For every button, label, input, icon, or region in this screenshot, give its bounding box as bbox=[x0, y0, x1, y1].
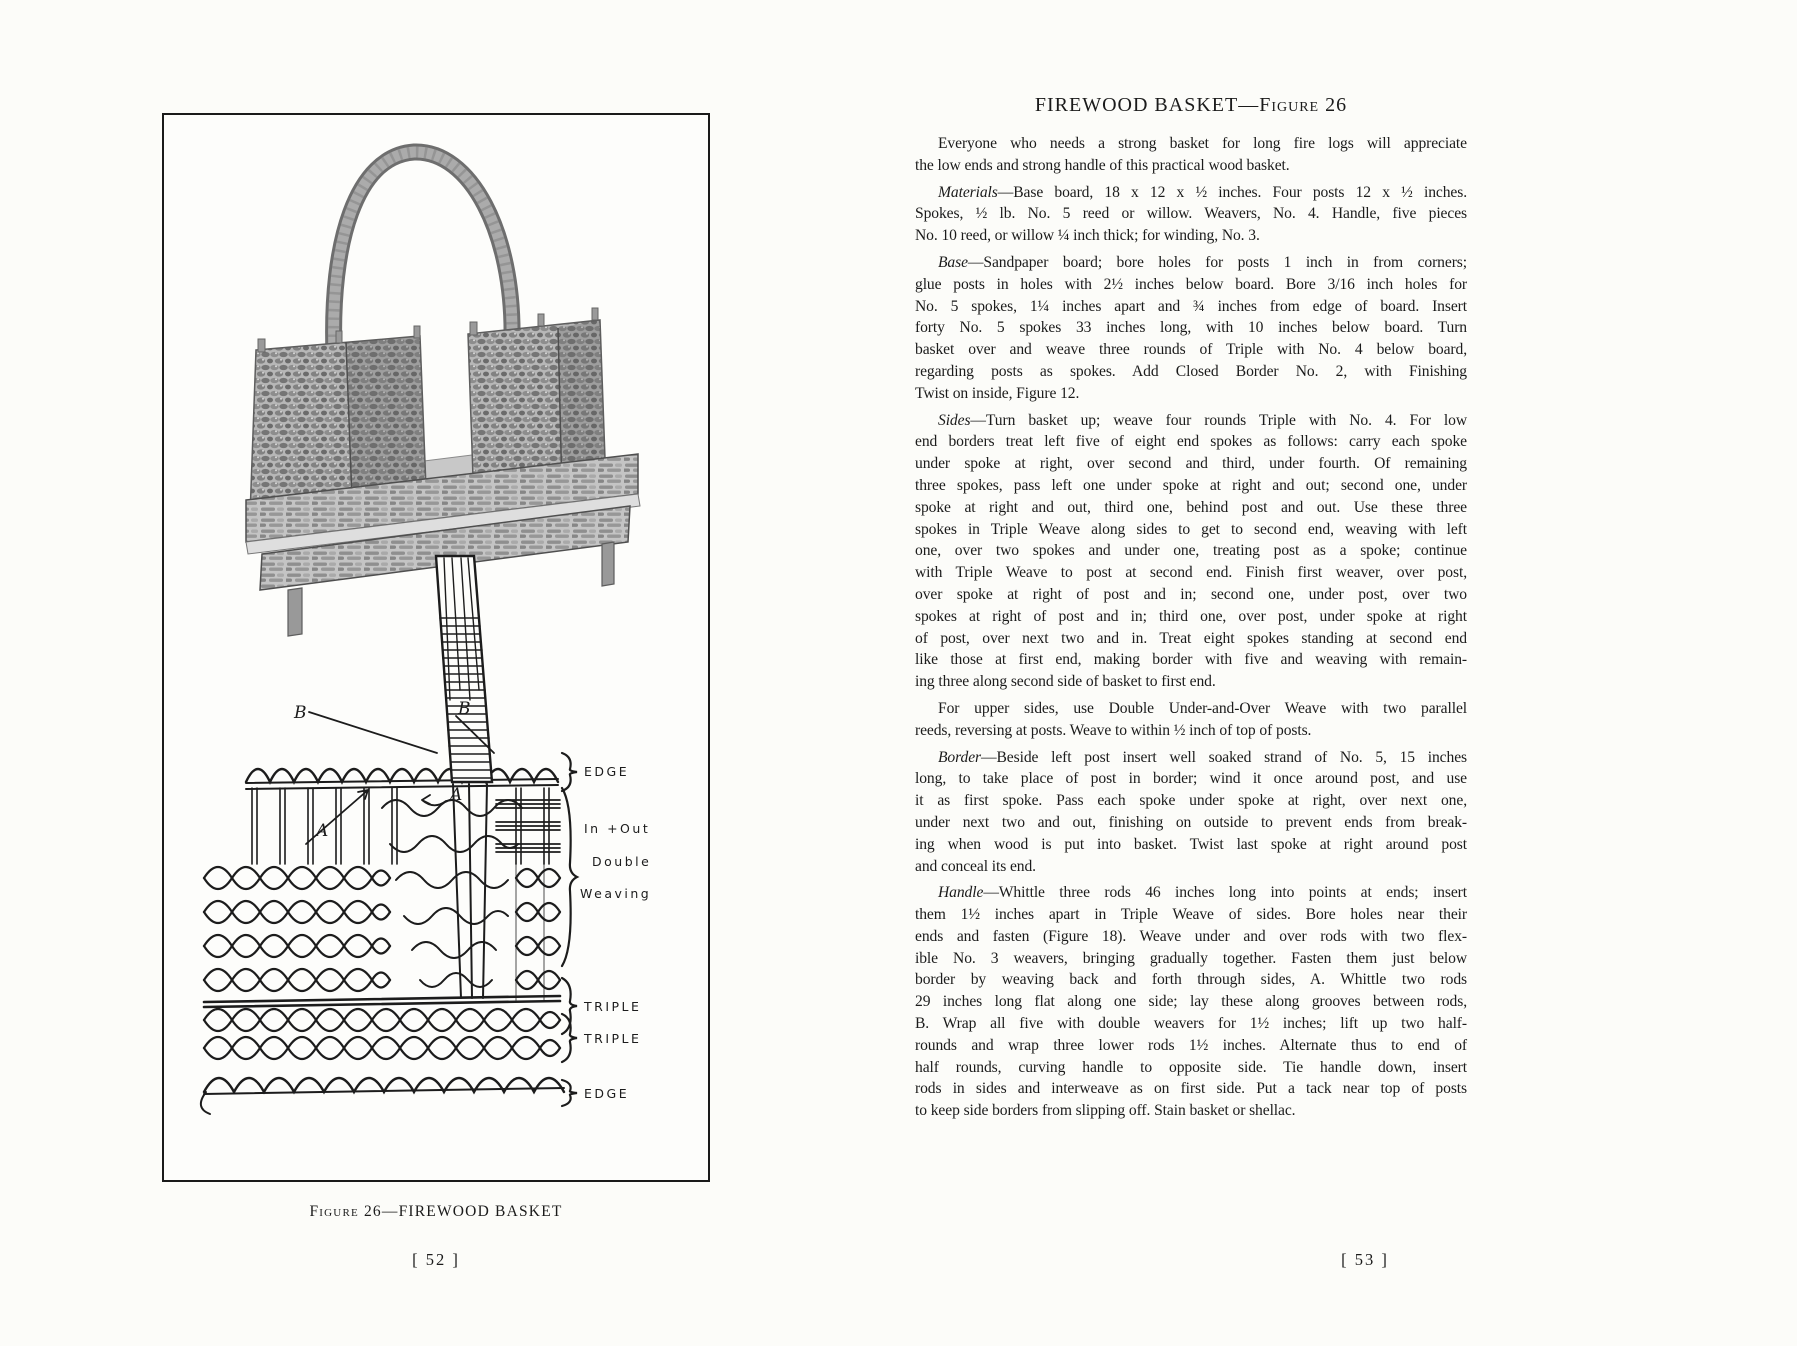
text-line: under spoke at right, over second and third, under fourth. Of remaining bbox=[915, 455, 1467, 473]
paragraph bbox=[915, 693, 1467, 742]
text-line: No. 10 reed, or willow ¼ inch thick; for winding, No. 3. bbox=[915, 227, 1260, 245]
text-line: forty No. 5 spokes 33 inches long, with 10 inches below board. Turn bbox=[915, 319, 1467, 337]
paragraph bbox=[915, 742, 1467, 878]
text-line: spokes at right of post and in; third one, over post, under spoke at right bbox=[915, 607, 1467, 625]
text-line: Handle—Whittle three rods 46 inches long into points at ends; insert bbox=[938, 884, 1467, 902]
label-braces bbox=[562, 753, 577, 1106]
diagram-label-triple-1: TRIPLE bbox=[583, 998, 641, 1014]
text-line: half rounds, curving handle to opposite side. Tie handle down, insert bbox=[915, 1058, 1467, 1076]
paragraph-lead: Sides bbox=[938, 411, 971, 429]
diagram-label-triple-2: TRIPLE bbox=[583, 1030, 641, 1046]
page-title: FIREWOOD BASKET—Figure 26 bbox=[1034, 94, 1348, 116]
paragraph bbox=[915, 133, 1467, 177]
paragraph bbox=[915, 877, 1467, 1122]
text-line: B. Wrap all five with double weavers for 1½ inches; lift up two half- bbox=[915, 1015, 1467, 1033]
text-line: under next two and out, finishing on outside to prevent ends from break- bbox=[915, 813, 1467, 831]
text-line: like those at first end, making border with five and weaving with remain- bbox=[915, 651, 1467, 669]
text-line: ing when wood is put into basket. Twist last spoke at right around post bbox=[915, 835, 1467, 853]
figure-illustration bbox=[162, 113, 710, 1182]
text-line: ing three along second side of basket to first end. bbox=[915, 673, 1216, 691]
figure-frame bbox=[162, 113, 710, 1182]
diagram-letter-a-left: A bbox=[315, 820, 328, 841]
text-line: rods in sides and interweave as on first side. Put a tack near top of posts bbox=[915, 1080, 1467, 1098]
diagram-label-in-out: In +Out bbox=[583, 820, 650, 836]
diagram-letter-a-right: A bbox=[449, 784, 462, 805]
text-line: Base—Sandpaper board; bore holes for posts 1 inch in from corners; bbox=[938, 253, 1467, 271]
text-line: them 1½ inches apart in Triple Weave of sides. Bore holes near their bbox=[915, 906, 1467, 924]
text-line: it as first spoke. Pass each spoke under spoke at right, over next one, bbox=[915, 792, 1467, 810]
text-line: Border—Beside left post insert well soaked strand of No. 5, 15 inches bbox=[938, 748, 1467, 766]
text-line: spoke at right and out, third one, behind post and out. Use these three bbox=[915, 498, 1467, 516]
triple-weave-band-2 bbox=[204, 1009, 560, 1059]
text-line: basket over and weave three rounds of Triple with No. 4 below board, bbox=[915, 341, 1467, 359]
text-line: Twist on inside, Figure 12. bbox=[915, 384, 1080, 402]
text-line: with Triple Weave to post at second end. Finish first weaver, over post, bbox=[915, 564, 1467, 582]
paragraph-lead: Handle bbox=[938, 884, 984, 902]
handle-wrapping bbox=[382, 800, 522, 987]
text-line: Everyone who needs a strong basket for long fire logs will appreciate bbox=[938, 135, 1467, 152]
diagram-label-edge-top: EDGE bbox=[583, 763, 629, 779]
text-line: one, over two spokes and under one, treating post as a spoke; continue bbox=[915, 542, 1467, 560]
text-line: ible No. 3 weavers, bringing gradually together. Fasten them just below bbox=[915, 949, 1467, 967]
diagram-label-weaving: Weaving bbox=[579, 885, 651, 901]
text-line: rounds and wrap three lower rods 1½ inches. Alternate thus to end of bbox=[915, 1036, 1467, 1054]
triple-weave-band-1 bbox=[204, 867, 560, 991]
text-line: border by weaving back and forth through sides, A. Whittle two rods bbox=[915, 971, 1467, 989]
page-number-right: [ 53 ] bbox=[1341, 1250, 1389, 1269]
diagram-label-double: Double bbox=[591, 853, 651, 869]
spokes bbox=[252, 788, 549, 1000]
text-line: glue posts in holes with 2½ inches below board. Bore 3/16 inch holes for bbox=[915, 275, 1467, 293]
paragraph bbox=[915, 247, 1467, 405]
diagram-letter-b-right: B bbox=[457, 698, 470, 719]
text-line: For upper sides, use Double Under-and-Over Weave with two parallel bbox=[938, 699, 1467, 717]
text-line: 29 inches long flat along one side; lay these along grooves between rods, bbox=[915, 993, 1467, 1011]
double-weave-grid bbox=[496, 800, 560, 852]
text-line: the low ends and strong handle of this practical wood basket. bbox=[915, 156, 1290, 174]
text-line: Spokes, ½ lb. No. 5 reed or willow. Weavers, No. 4. Handle, five pieces bbox=[915, 205, 1467, 223]
body-text bbox=[915, 133, 1467, 1122]
text-line: of post, over next two and in. Treat eight spokes standing at second end bbox=[915, 629, 1467, 647]
basket-handle-photo bbox=[333, 151, 511, 353]
text-line: regarding posts as spokes. Add Closed Border No. 2, with Finishing bbox=[915, 362, 1467, 380]
figure-caption: Figure 26—FIREWOOD BASKET bbox=[309, 1203, 563, 1220]
paragraph-lead: Base bbox=[938, 253, 968, 271]
page-number-left: [ 52 ] bbox=[412, 1250, 460, 1269]
paragraph bbox=[915, 177, 1467, 247]
text-line: and conceal its end. bbox=[915, 857, 1036, 875]
diagram-label-edge-bottom: EDGE bbox=[583, 1085, 629, 1101]
text-line: ends and fasten (Figure 18). Weave under and over rods with two flex- bbox=[915, 927, 1467, 945]
paragraph-lead: Materials bbox=[938, 183, 998, 201]
text-line: No. 5 spokes, 1¼ inches apart and ¾ inches from edge of board. Insert bbox=[915, 297, 1467, 315]
bottom-edge-braid bbox=[200, 1078, 563, 1114]
paragraph-lead: Border bbox=[938, 748, 981, 766]
text-line: three spokes, pass left one under spoke at right and out; second one, under bbox=[915, 476, 1467, 494]
weave-diagram bbox=[200, 556, 576, 1114]
text-line: Sides—Turn basket up; weave four rounds Triple with No. 4. For low bbox=[938, 411, 1467, 429]
diagram-letter-b-left: B bbox=[293, 702, 306, 723]
text-line: to keep side borders from slipping off. Stain basket or shellac. bbox=[915, 1102, 1296, 1120]
text-line: end borders treat left five of eight end spokes as follows: carry each spoke bbox=[915, 433, 1467, 451]
diagram-handle bbox=[436, 556, 492, 782]
text-line: over spoke at right of post and in; second one, under post, over two bbox=[915, 585, 1467, 603]
text-line: Materials—Base board, 18 x 12 x ½ inches. Four posts 12 x ½ inches. bbox=[938, 183, 1467, 201]
text-line: reeds, reversing at posts. Weave to within ½ inch of top of posts. bbox=[915, 721, 1312, 739]
paragraph bbox=[915, 405, 1467, 693]
text-line: long, to take place of post in border; wind it once around post, and use bbox=[915, 770, 1467, 788]
text-line: spokes in Triple Weave along sides to get to second end, weaving with left bbox=[915, 520, 1467, 538]
